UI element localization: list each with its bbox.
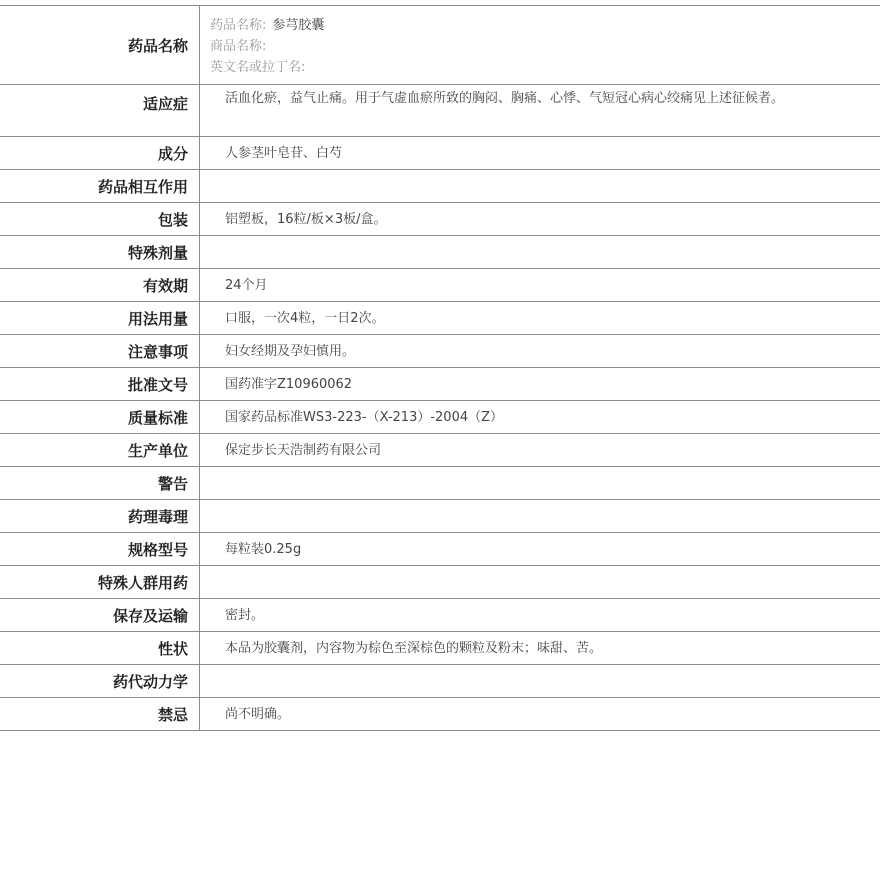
row-label: 质量标准: [0, 401, 200, 433]
row-label: 禁忌: [0, 698, 200, 730]
row-label: 批准文号: [0, 368, 200, 400]
table-row: [0, 533, 880, 566]
info-rows: [0, 85, 880, 731]
row-label: 特殊人群用药: [0, 566, 200, 598]
generic-name-line: [210, 15, 880, 36]
table-row: [0, 368, 880, 401]
table-row: [0, 599, 880, 632]
row-label: 生产单位: [0, 434, 200, 466]
row-label: 注意事项: [0, 335, 200, 367]
latin-name-line: [210, 57, 880, 78]
table-row: [0, 566, 880, 599]
table-row: [0, 665, 880, 698]
row-value: [200, 500, 880, 532]
row-value: [200, 236, 880, 268]
row-value: 人参茎叶皂苷、白芍: [225, 146, 343, 161]
row-label: 适应症: [0, 85, 200, 136]
row-value: 国药准字Z10960062: [225, 377, 353, 392]
table-row: [0, 170, 880, 203]
table-row: [0, 203, 880, 236]
row-value: 铝塑板，16粒/板×3板/盒。: [225, 212, 387, 227]
row-label: 保存及运输: [0, 599, 200, 631]
row-value: 保定步长天浩制药有限公司: [225, 443, 382, 458]
row-value: 活血化瘀，益气止痛。用于气虚血瘀所致的胸闷、胸痛、心悸、气短冠心病心绞痛见上述征候者。: [225, 91, 785, 106]
row-value: 24个月: [225, 278, 268, 293]
row-value: 口服，一次4粒，一日2次。: [225, 311, 385, 326]
row-value: 每粒装0.25g: [225, 542, 302, 557]
row-value: 妇女经期及孕妇慎用。: [225, 344, 356, 359]
table-row: [0, 632, 880, 665]
row-label: 特殊剂量: [0, 236, 200, 268]
row-label: 药品相互作用: [0, 170, 200, 202]
row-label: 药代动力学: [0, 665, 200, 697]
table-row: [0, 335, 880, 368]
row-value: [200, 467, 880, 499]
row-label: 规格型号: [0, 533, 200, 565]
table-row: [0, 434, 880, 467]
table-row: [0, 698, 880, 731]
generic-name-key: 药品名称:: [210, 18, 267, 33]
row-label: 包装: [0, 203, 200, 235]
row-value: 国家药品标准WS3-223-（X-213）-2004（Z）: [225, 410, 504, 425]
table-row: [0, 85, 880, 137]
table-row: [0, 137, 880, 170]
table-row: [0, 269, 880, 302]
row-label: 药理毒理: [0, 500, 200, 532]
row-drug-name: [0, 6, 880, 85]
row-label: 性状: [0, 632, 200, 664]
drug-info-table: [0, 5, 880, 731]
row-value: 密封。: [225, 608, 265, 623]
row-value: 本品为胶囊剂，内容物为棕色至深棕色的颗粒及粉末；味甜、苦。: [225, 641, 603, 656]
drug-name-cell: [200, 6, 880, 84]
table-row: [0, 302, 880, 335]
row-label: 有效期: [0, 269, 200, 301]
row-value: [200, 170, 880, 202]
row-value: 尚不明确。: [225, 707, 291, 722]
generic-name-value: 参芎胶囊: [272, 18, 325, 33]
row-label: 药品名称: [0, 6, 200, 84]
trade-name-key: 商品名称:: [210, 39, 267, 54]
table-row: [0, 236, 880, 269]
row-label: 用法用量: [0, 302, 200, 334]
row-label: 成分: [0, 137, 200, 169]
row-label: 警告: [0, 467, 200, 499]
latin-name-key: 英文名或拉丁名:: [210, 60, 306, 75]
row-value: [200, 665, 880, 697]
trade-name-line: [210, 36, 880, 57]
table-row: [0, 467, 880, 500]
table-row: [0, 500, 880, 533]
table-row: [0, 401, 880, 434]
row-value: [200, 566, 880, 598]
